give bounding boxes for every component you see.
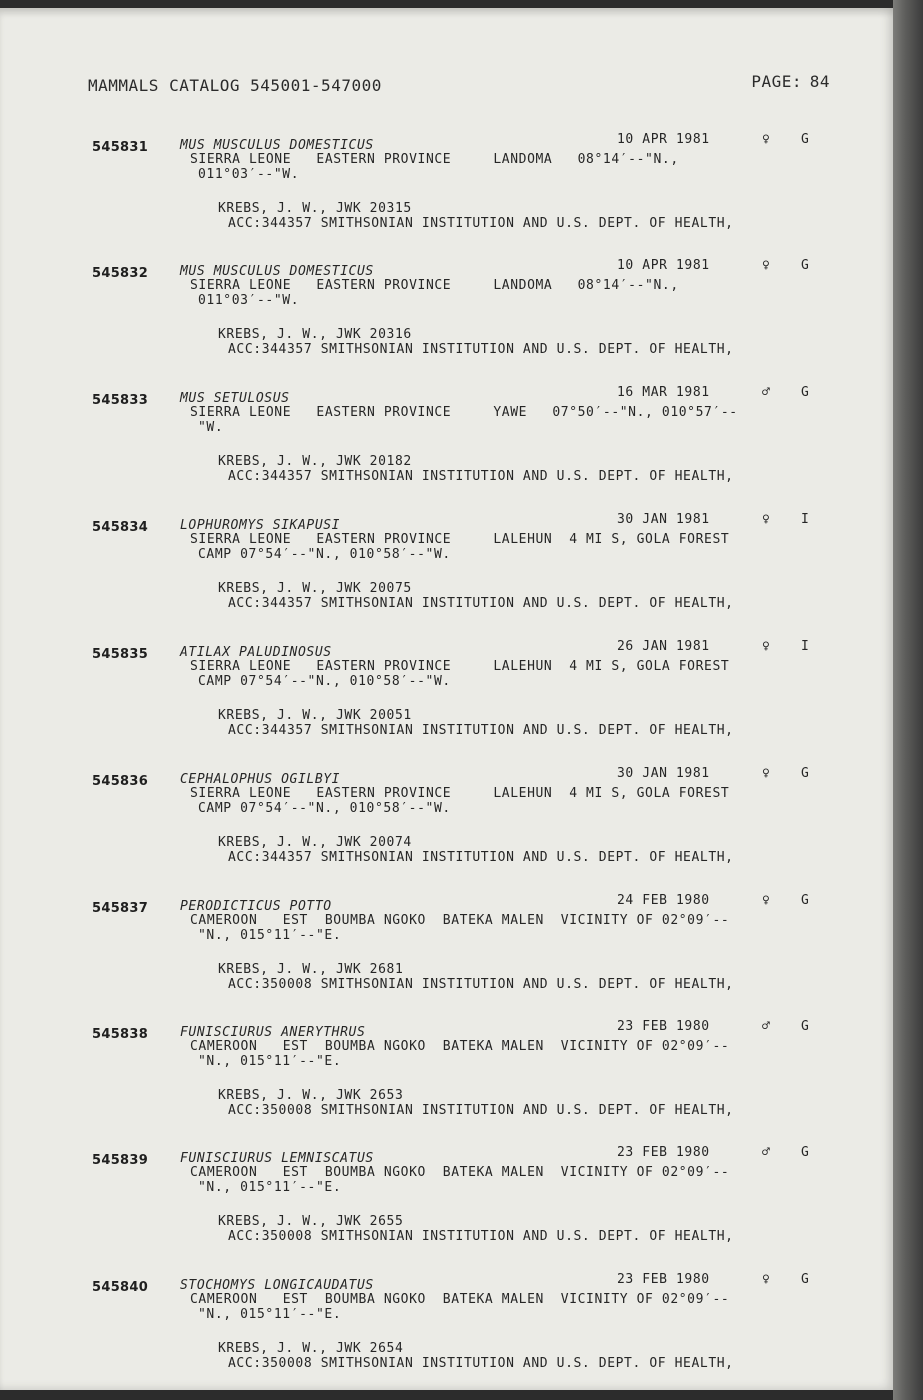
collection-date: 23 FEB 1980 [617, 1145, 710, 1160]
specimen-code: I [801, 639, 810, 654]
accession-line: ACC:350008 SMITHSONIAN INSTITUTION AND U.S. DEPT. OF HEALTH, [228, 1229, 734, 1244]
collector-line: KREBS, J. W., JWK 20316 [218, 327, 412, 342]
locality-line: CAMEROON EST BOUMBA NGOKO BATEKA MALEN VICINITY OF 02°09′-- [190, 1039, 730, 1054]
accession-line: ACC:344357 SMITHSONIAN INSTITUTION AND U.S. DEPT. OF HEALTH, [228, 216, 734, 231]
specimen-code: G [801, 132, 810, 147]
accession-line: ACC:344357 SMITHSONIAN INSTITUTION AND U.S. DEPT. OF HEALTH, [228, 850, 734, 865]
species-name: LOPHUROMYS SIKAPUSI [180, 518, 341, 533]
locality-line: "N., 015°11′--"E. [198, 1180, 342, 1195]
sex-symbol: ♀ [762, 1272, 771, 1287]
collection-date: 16 MAR 1981 [617, 385, 710, 400]
collection-date: 30 JAN 1981 [617, 766, 710, 781]
specimen-code: G [801, 1272, 810, 1287]
catalog-record [0, 1272, 898, 1388]
collection-date: 23 FEB 1980 [617, 1019, 710, 1034]
collection-date: 10 APR 1981 [617, 132, 710, 147]
page-header [88, 72, 830, 98]
collection-date: 24 FEB 1980 [617, 893, 710, 908]
catalog-number: 545832 [92, 266, 149, 281]
collector-line: KREBS, J. W., JWK 2654 [218, 1341, 404, 1356]
species-name: ATILAX PALUDINOSUS [180, 645, 332, 660]
accession-line: ACC:350008 SMITHSONIAN INSTITUTION AND U.S. DEPT. OF HEALTH, [228, 1103, 734, 1118]
catalog-record [0, 893, 898, 1009]
species-name: MUS MUSCULUS DOMESTICUS [180, 264, 374, 279]
catalog-record [0, 132, 898, 248]
catalog-record [0, 1145, 898, 1261]
locality-line: "N., 015°11′--"E. [198, 1307, 342, 1322]
collector-line: KREBS, J. W., JWK 20315 [218, 201, 412, 216]
catalog-record [0, 639, 898, 755]
species-name: MUS SETULOSUS [180, 391, 290, 406]
locality-line: SIERRA LEONE EASTERN PROVINCE YAWE 07°50′--"N., 010°57′-- [190, 405, 738, 420]
catalog-number: 545835 [92, 647, 149, 662]
accession-line: ACC:344357 SMITHSONIAN INSTITUTION AND U.S. DEPT. OF HEALTH, [228, 723, 734, 738]
accession-line: ACC:350008 SMITHSONIAN INSTITUTION AND U.S. DEPT. OF HEALTH, [228, 977, 734, 992]
page-number: 84 [809, 72, 830, 91]
locality-line: SIERRA LEONE EASTERN PROVINCE LALEHUN 4 MI S, GOLA FOREST [190, 532, 730, 547]
sex-symbol: ♀ [762, 132, 771, 147]
accession-line: ACC:344357 SMITHSONIAN INSTITUTION AND U.S. DEPT. OF HEALTH, [228, 469, 734, 484]
species-name: MUS MUSCULUS DOMESTICUS [180, 138, 374, 153]
accession-line: ACC:344357 SMITHSONIAN INSTITUTION AND U.S. DEPT. OF HEALTH, [228, 342, 734, 357]
locality-line: 011°03′--"W. [198, 167, 300, 182]
catalog-record [0, 512, 898, 628]
collection-date: 23 FEB 1980 [617, 1272, 710, 1287]
collector-line: KREBS, J. W., JWK 2653 [218, 1088, 404, 1103]
locality-line: "W. [198, 420, 224, 435]
collector-line: KREBS, J. W., JWK 2681 [218, 962, 404, 977]
sex-symbol: ♀ [762, 893, 771, 908]
catalog-number: 545837 [92, 901, 149, 916]
species-name: FUNISCIURUS LEMNISCATUS [180, 1151, 374, 1166]
catalog-number: 545839 [92, 1153, 149, 1168]
collector-line: KREBS, J. W., JWK 20074 [218, 835, 412, 850]
locality-line: SIERRA LEONE EASTERN PROVINCE LANDOMA 08°14′--"N., [190, 152, 679, 167]
species-name: CEPHALOPHUS OGILBYI [180, 772, 341, 787]
catalog-record [0, 385, 898, 501]
sex-symbol: ♀ [762, 512, 771, 527]
page-edge-shadow [893, 0, 923, 1400]
accession-line: ACC:350008 SMITHSONIAN INSTITUTION AND U.S. DEPT. OF HEALTH, [228, 1356, 734, 1371]
sex-symbol: ♂ [762, 1019, 771, 1034]
collection-date: 30 JAN 1981 [617, 512, 710, 527]
sex-symbol: ♂ [762, 1145, 771, 1160]
locality-line: CAMP 07°54′--"N., 010°58′--"W. [198, 801, 451, 816]
specimen-code: G [801, 258, 810, 273]
sex-symbol: ♀ [762, 766, 771, 781]
locality-line: CAMEROON EST BOUMBA NGOKO BATEKA MALEN VICINITY OF 02°09′-- [190, 1165, 730, 1180]
species-name: PERODICTICUS POTTO [180, 899, 332, 914]
collector-line: KREBS, J. W., JWK 20051 [218, 708, 412, 723]
locality-line: SIERRA LEONE EASTERN PROVINCE LANDOMA 08°14′--"N., [190, 278, 679, 293]
catalog-page [0, 8, 898, 1390]
locality-line: "N., 015°11′--"E. [198, 928, 342, 943]
collector-line: KREBS, J. W., JWK 20182 [218, 454, 412, 469]
catalog-number: 545840 [92, 1280, 149, 1295]
locality-line: SIERRA LEONE EASTERN PROVINCE LALEHUN 4 MI S, GOLA FOREST [190, 786, 730, 801]
locality-line: "N., 015°11′--"E. [198, 1054, 342, 1069]
catalog-title: MAMMALS CATALOG 545001-547000 [88, 76, 382, 95]
locality-line: SIERRA LEONE EASTERN PROVINCE LALEHUN 4 MI S, GOLA FOREST [190, 659, 730, 674]
catalog-record [0, 766, 898, 882]
catalog-number: 545833 [92, 393, 149, 408]
catalog-number: 545836 [92, 774, 149, 789]
sex-symbol: ♂ [762, 385, 771, 400]
catalog-number: 545831 [92, 140, 149, 155]
species-name: FUNISCIURUS ANERYTHRUS [180, 1025, 366, 1040]
collection-date: 26 JAN 1981 [617, 639, 710, 654]
specimen-code: I [801, 512, 810, 527]
catalog-record [0, 258, 898, 374]
catalog-number: 545834 [92, 520, 149, 535]
specimen-code: G [801, 766, 810, 781]
accession-line: ACC:344357 SMITHSONIAN INSTITUTION AND U.S. DEPT. OF HEALTH, [228, 596, 734, 611]
specimen-code: G [801, 1019, 810, 1034]
locality-line: CAMP 07°54′--"N., 010°58′--"W. [198, 547, 451, 562]
locality-line: CAMEROON EST BOUMBA NGOKO BATEKA MALEN VICINITY OF 02°09′-- [190, 1292, 730, 1307]
collector-line: KREBS, J. W., JWK 20075 [218, 581, 412, 596]
page-label: PAGE: [751, 72, 802, 91]
locality-line: CAMP 07°54′--"N., 010°58′--"W. [198, 674, 451, 689]
sex-symbol: ♀ [762, 639, 771, 654]
locality-line: CAMEROON EST BOUMBA NGOKO BATEKA MALEN VICINITY OF 02°09′-- [190, 913, 730, 928]
catalog-number: 545838 [92, 1027, 149, 1042]
locality-line: 011°03′--"W. [198, 293, 300, 308]
specimen-code: G [801, 893, 810, 908]
specimen-code: G [801, 385, 810, 400]
species-name: STOCHOMYS LONGICAUDATUS [180, 1278, 374, 1293]
collection-date: 10 APR 1981 [617, 258, 710, 273]
catalog-record [0, 1019, 898, 1135]
sex-symbol: ♀ [762, 258, 771, 273]
specimen-code: G [801, 1145, 810, 1160]
collector-line: KREBS, J. W., JWK 2655 [218, 1214, 404, 1229]
